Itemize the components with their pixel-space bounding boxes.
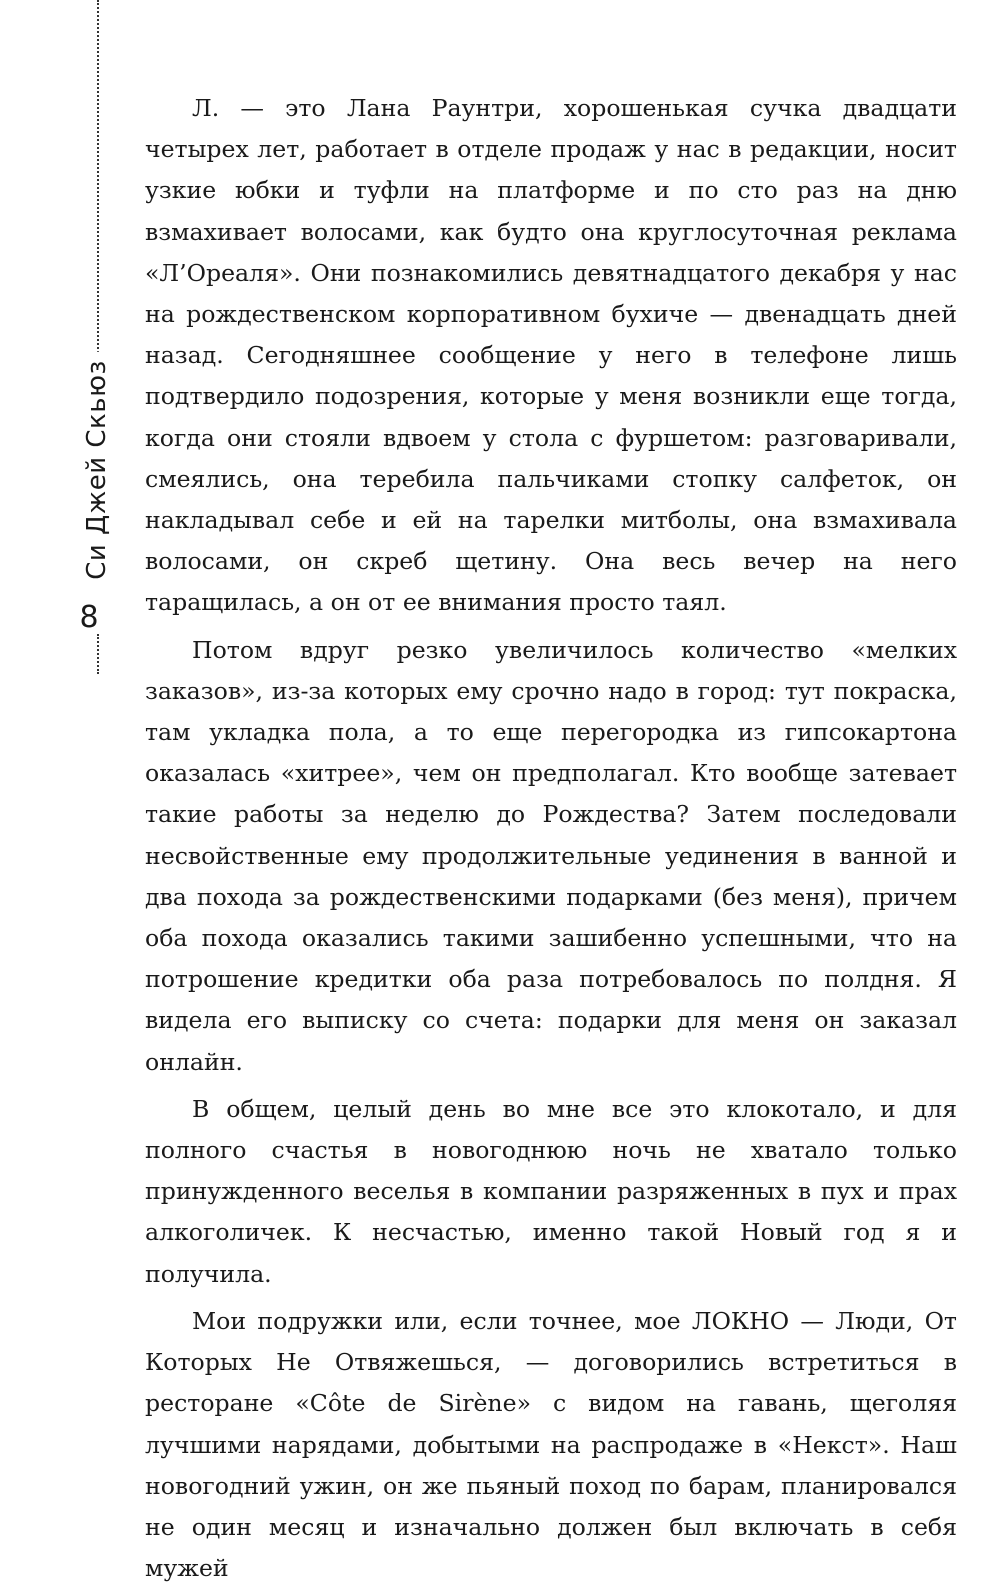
paragraph-2: Потом вдруг резко увеличилось количество «мелких заказов», из-за которых ему срочно надо в город: тут покраска, там укладка пола, а то еще перегородка из гипсокартона оказалась «хитрее», чем он предполагал. Кто вообще затевает такие работы за неделю до Рождества? Затем последовали несвойственные ему продолжительные уединения в ванной и два похода за рождественскими подарками (без меня), причем оба похода оказались такими зашибенно успешными, что на потрошение кредитки оба раза потребовалось по полдня. Я видела его выписку со счета: подарки для меня он заказал онлайн. <box>145 635 957 1076</box>
paragraph-4: Мои подружки или, если точнее, мое ЛОКНО — Люди, От Которых Не Отвяжешься, — договорились встретиться в ресторане «Côte de Sirène» с видом на гавань, щеголяя лучшими нарядами, добытыми на распродаже в «Некст». Наш новогодний ужин, он же пьяный поход по барам, планировался не один месяц и изначально должен был включать в себя мужей <box>145 1306 957 1583</box>
paragraph-3: В общем, целый день во мне все это клокотало, и для полного счастья в новогоднюю ночь не хватало только принужденного веселья в компании разряженных в пух и прах алкоголичек. К несчастью, именно такой Новый год я и получила. <box>145 1094 957 1288</box>
running-head-author: Си Джей Скьюз <box>82 352 112 588</box>
page-margin <box>0 0 120 1560</box>
dotted-rule-top <box>97 0 99 360</box>
dotted-rule-bottom <box>97 634 99 674</box>
paragraph-1: Л. — это Лана Раунтри, хорошенькая сучка двадцати четырех лет, работает в отделе продаж у нас в редакции, носит узкие юбки и туфли на платформе и по сто раз на дню взмахивает волосами, как будто она круглосуточная реклама «Л’Ореаля». Они познакомились девятнадцатого декабря у нас на рождественском корпоративном бухиче — двенадцать дней назад. Сегодняшнее сообщение у него в телефоне лишь подтвердило подозрения, которые у меня возникли еще тогда, когда они стояли вдвоем у стола с фуршетом: разговаривали, смеялись, она теребила пальчиками стопку салфеток, он накладывал себе и ей на тарелки митболы, она взмахивала волосами, он скреб щетину. Она весь вечер на него таращилась, а он от ее внимания просто таял. <box>145 94 957 617</box>
page-number: 8 <box>79 600 99 635</box>
body-text <box>145 88 957 1595</box>
